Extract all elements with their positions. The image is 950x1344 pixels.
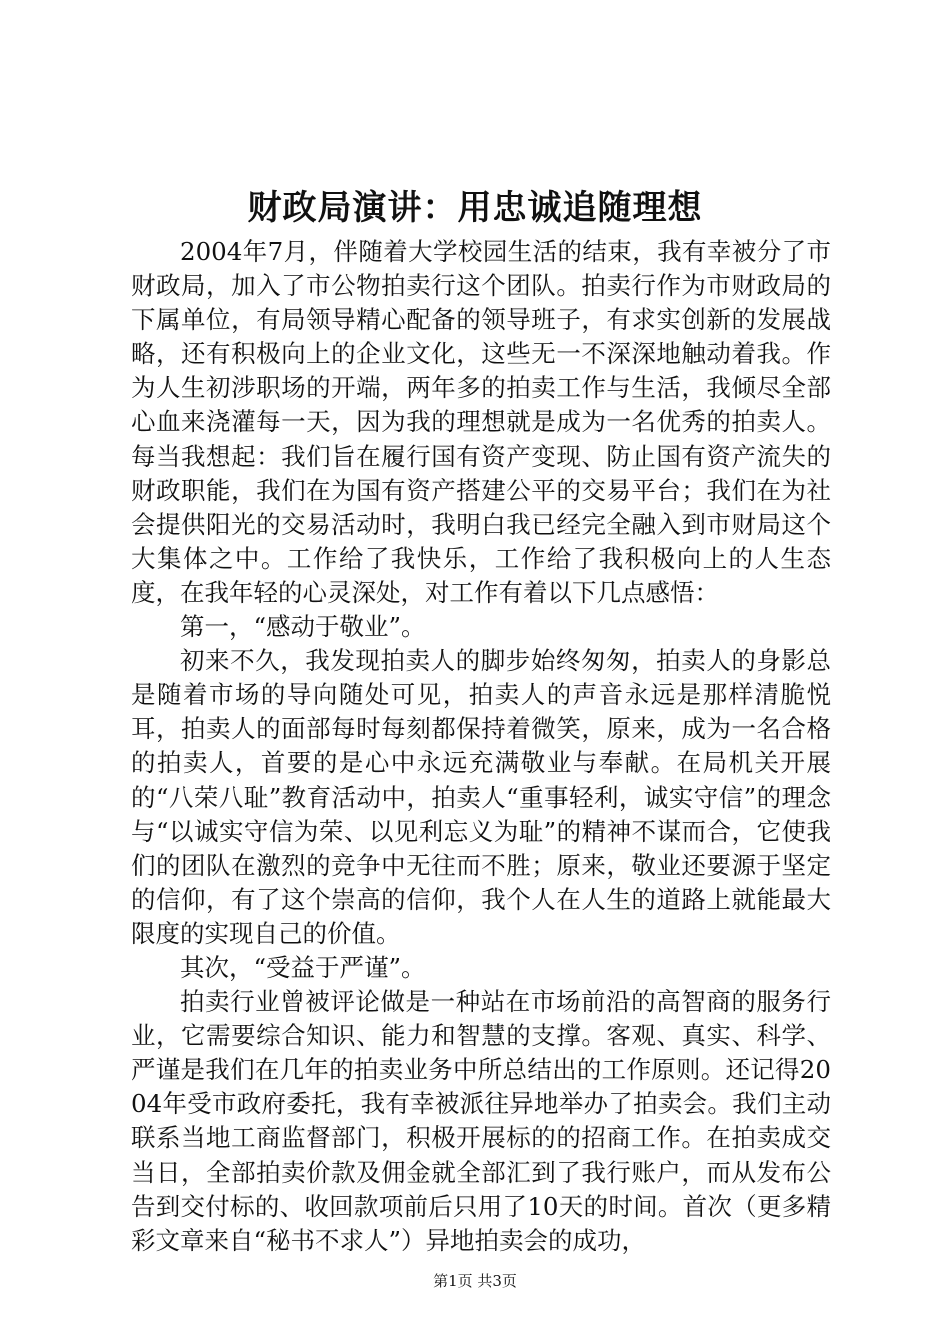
paragraph-intro: 2004年7月，伴随着大学校园生活的结束，我有幸被分了市财政局，加入了市公物拍卖行这个团队。拍卖行作为市财政局的下属单位，有局领导精心配备的领导班子，有求实创新的发展战略，还有积极向上的企业文化，这些无一不深深地触动着我。作为人生初涉职场的开端，两年多的拍卖工作与生活，我倾尽全部心血来浇灌每一天，因为我的理想就是成为一名优秀的拍卖人。每当我想起：我们旨在履行国有资产变现、防止国有资产流失的财政职能，我们在为国有资产搭建公平的交易平台；我们在为社会提供阳光的交易活动时，我明白我已经完全融入到市财局这个大集体之中。工作给了我快乐，工作给了我积极向上的人生态度，在我年轻的心灵深处，对工作有着以下几点感悟： (131, 237, 831, 607)
paragraph-dedication: 初来不久，我发现拍卖人的脚步始终匆匆，拍卖人的身影总是随着市场的导向随处可见，拍卖人的声音永远是那样清脆悦耳，拍卖人的面部每时每刻都保持着微笑，原来，成为一名合格的拍卖人，首要的是心中永远充满敬业与奉献。在局机关开展的“八荣八耻”教育活动中，拍卖人“重事轻利，诚实守信”的理念与“以诚实守信为荣、以见利忘义为耻”的精神不谋而合，它使我们的团队在激烈的竞争中无往而不胜；原来，敬业还要源于坚定的信仰，有了这个崇高的信仰，我个人在人生的道路上就能最大限度的实现自己的价值。 (131, 646, 831, 948)
paragraph-heading-first: 第一，“感动于敬业”。 (180, 612, 426, 642)
page-footer: 第1页 共3页 (433, 1272, 517, 1290)
paragraph-heading-second: 其次，“受益于严谨”。 (180, 952, 426, 982)
document-title: 财政局演讲：用忠诚追随理想 (247, 188, 703, 228)
paragraph-rigor: 拍卖行业曾被评论做是一种站在市场前沿的高智商的服务行业，它需要综合知识、能力和智慧的支撑。客观、真实、科学、严谨是我们在几年的拍卖业务中所总结出的工作原则。还记得2004年受市政府委托，我有幸被派往异地举办了拍卖会。我们主动联系当地工商监督部门，积极开展标的的招商工作。在拍卖成交当日，全部拍卖价款及佣金就全部汇到了我行账户，而从发布公告到交付标的、收回款项前后只用了10天的时间。首次（更多精彩文章来自“秘书不求人”）异地拍卖会的成功， (131, 987, 831, 1255)
document-body (131, 235, 831, 1258)
